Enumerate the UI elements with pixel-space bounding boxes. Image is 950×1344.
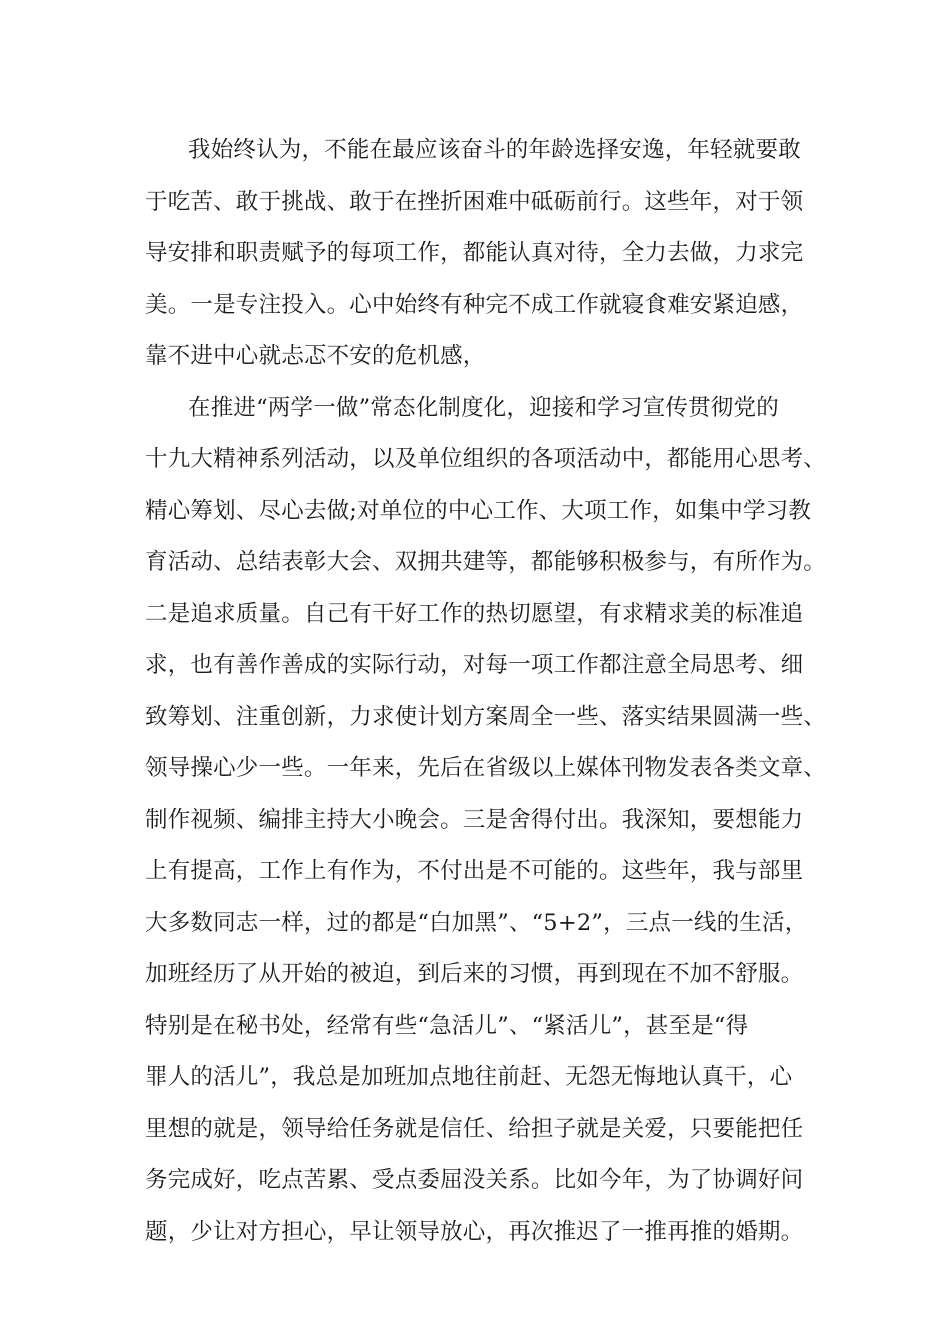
paragraph-2-line-8: 领导操心少一些。一年来，先后在省级以上媒体刊物发表各类文章、 <box>145 755 827 781</box>
paragraph-1-line-4: 美。一是专注投入。心中始终有种完不成工作就寝食难安紧迫感， <box>145 292 804 318</box>
paragraph-2-line-6: 求，也有善作善成的实际行动，对每一项工作都注意全局思考、细 <box>145 652 804 678</box>
paragraph-2-line-1: 在推进“两学一做”常态化制度化，迎接和学习宣传贯彻党的 <box>188 395 779 421</box>
paragraph-2-line-14: 罪人的活儿”，我总是加班加点地往前赶、无怨无悔地认真干，心 <box>145 1064 793 1090</box>
paragraph-2-line-12: 加班经历了从开始的被迫，到后来的习惯，再到现在不加不舒服。 <box>145 961 804 987</box>
paragraph-1-line-2: 于吃苦、敢于挑战、敢于在挫折困难中砥砺前行。这些年，对于领 <box>145 189 804 215</box>
paragraph-2-line-4: 育活动、总结表彰大会、双拥共建等，都能够积极参与，有所作为。 <box>145 549 827 575</box>
paragraph-1-line-1: 我始终认为，不能在最应该奋斗的年龄选择安逸，年轻就要敢 <box>188 137 801 163</box>
paragraph-2-line-3: 精心筹划、尽心去做;对单位的中心工作、大项工作，如集中学习教 <box>145 498 812 524</box>
paragraph-2-line-16: 务完成好，吃点苦累、受点委屈没关系。比如今年，为了协调好问 <box>145 1167 804 1193</box>
paragraph-2-line-17: 题，少让对方担心，早让领导放心，再次推迟了一推再推的婚期。 <box>145 1219 804 1245</box>
paragraph-1-line-3: 导安排和职责赋予的每项工作，都能认真对待，全力去做，力求完 <box>145 240 804 266</box>
paragraph-1-line-5: 靠不进中心就忐忑不安的危机感， <box>145 343 486 369</box>
paragraph-2-line-10: 上有提高，工作上有作为，不付出是不可能的。这些年，我与部里 <box>145 858 804 884</box>
paragraph-2-line-9: 制作视频、编排主持大小晚会。三是舍得付出。我深知，要想能力 <box>145 807 804 833</box>
paragraph-2-line-7: 致筹划、注重创新，力求使计划方案周全一些、落实结果圆满一些、 <box>145 704 827 730</box>
paragraph-2-line-13: 特别是在秘书处，经常有些“急活儿”、“紧活儿”，甚至是“得 <box>145 1013 749 1039</box>
paragraph-2-line-11: 大多数同志一样，过的都是“白加黑”、“5+2”，三点一线的生活， <box>145 910 808 936</box>
paragraph-2-line-2: 十九大精神系列活动，以及单位组织的各项活动中，都能用心思考、 <box>145 446 827 472</box>
paragraph-2-line-15: 里想的就是，领导给任务就是信任、给担子就是关爱，只要能把任 <box>145 1116 804 1142</box>
paragraph-2-line-5: 二是追求质量。自己有干好工作的热切愿望，有求精求美的标准追 <box>145 601 804 627</box>
